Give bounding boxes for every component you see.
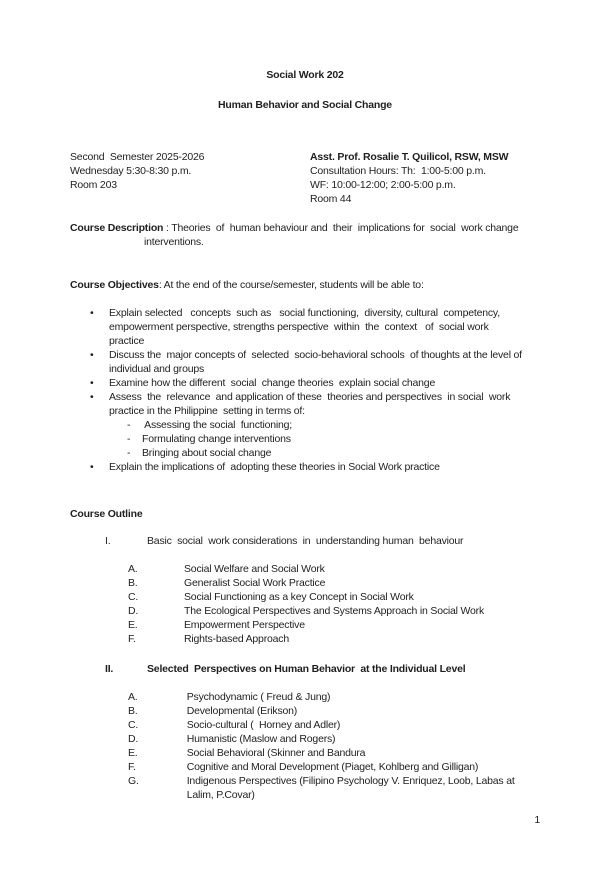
objective-text: Explain the implications of adopting these theories in Social Work practice bbox=[109, 461, 440, 473]
objective-text: Discuss the major concepts of selected socio-behavioral schools of thoughts at the level of individual and groups bbox=[109, 349, 522, 375]
outline-item bbox=[128, 774, 540, 802]
outline-item-letter: D. bbox=[128, 605, 139, 617]
objective-item bbox=[90, 348, 540, 376]
course-objectives-label: Course Objectives bbox=[70, 279, 159, 291]
outline-item-text: Social Functioning as a key Concept in Social Work bbox=[184, 591, 414, 603]
outline-item-text: Humanistic (Maslow and Rogers) bbox=[184, 733, 336, 745]
outline-item-letter: B. bbox=[128, 577, 138, 589]
outline-section-title: Basic social work considerations in understanding human behaviour bbox=[147, 535, 464, 547]
outline-item-text: Generalist Social Work Practice bbox=[184, 577, 326, 589]
bullet-icon: • bbox=[90, 377, 94, 389]
outline-item bbox=[128, 576, 540, 590]
document-subtitle: Human Behavior and Social Change bbox=[218, 99, 392, 111]
objective-subitem bbox=[127, 446, 540, 460]
outline-item bbox=[128, 760, 540, 774]
bullet-icon: • bbox=[90, 461, 94, 473]
objective-subitem-text: Bringing about social change bbox=[142, 447, 272, 459]
objective-subitem bbox=[127, 418, 540, 432]
outline-item bbox=[128, 604, 540, 618]
semester-text: Second Semester 2025-2026 bbox=[70, 151, 205, 163]
page-number: 1 bbox=[534, 814, 540, 826]
course-description-separator: : bbox=[163, 222, 172, 234]
outline-section-numeral: II. bbox=[105, 663, 114, 675]
outline-item-letter: C. bbox=[128, 591, 139, 603]
instructor-name: Asst. Prof. Rosalie T. Quilicol, RSW, MSW bbox=[310, 151, 509, 163]
course-description-section bbox=[70, 221, 540, 249]
outline-item-letter: A. bbox=[128, 691, 138, 703]
schedule-info bbox=[70, 150, 310, 206]
outline-section-title: Selected Perspectives on Human Behavior at the Individual Level bbox=[147, 663, 466, 675]
bullet-icon: • bbox=[90, 391, 94, 403]
objective-text: Examine how the different social change theories explain social change bbox=[109, 377, 436, 389]
objective-item bbox=[90, 306, 540, 348]
instructor-room-text: Room 44 bbox=[310, 193, 352, 205]
objective-text: Explain selected concepts such as social functioning, diversity, cultural competency, empowerment perspective, strengths perspective within the context of social work practice bbox=[109, 307, 500, 347]
outline-item bbox=[128, 562, 540, 576]
course-description-text: Theories of human behaviour and their implications for social work change bbox=[171, 222, 519, 234]
objective-subitem-text: Assessing the social functioning; bbox=[142, 419, 293, 431]
bullet-icon: • bbox=[90, 349, 94, 361]
outline-section-items bbox=[70, 690, 540, 802]
course-outline-heading: Course Outline bbox=[70, 508, 143, 520]
consultation-hours-wf: WF: 10:00-12:00; 2:00-5:00 p.m. bbox=[310, 179, 456, 191]
outline-item bbox=[128, 632, 540, 646]
outline-item-letter: A. bbox=[128, 563, 138, 575]
dash-icon: - bbox=[127, 447, 131, 459]
objective-item bbox=[90, 376, 540, 390]
dash-icon: - bbox=[127, 433, 131, 445]
outline-item-text: Social Behavioral (Skinner and Bandura bbox=[184, 747, 366, 759]
outline-item-letter: F. bbox=[128, 761, 136, 773]
course-description-continuation: interventions. bbox=[144, 236, 204, 248]
outline-item-letter: E. bbox=[128, 747, 138, 759]
room-text: Room 203 bbox=[70, 179, 117, 191]
outline-item bbox=[128, 704, 540, 718]
outline-item-text: Indigenous Perspectives (Filipino Psychology V. Enriquez, Loob, Labas at Lalim, P.Covar) bbox=[184, 775, 515, 801]
bullet-icon: • bbox=[90, 307, 94, 319]
outline-section-header bbox=[105, 534, 540, 548]
outline-item-letter: G. bbox=[128, 775, 139, 787]
outline-item-text: Social Welfare and Social Work bbox=[184, 563, 325, 575]
objective-item bbox=[90, 390, 540, 418]
course-info-block bbox=[70, 150, 540, 206]
objective-subitem bbox=[127, 432, 540, 446]
outline-item-letter: F. bbox=[128, 633, 136, 645]
course-description-label: Course Description bbox=[70, 222, 164, 234]
outline-item-text: Psychodynamic ( Freud & Jung) bbox=[184, 691, 331, 703]
objective-subitem-text: Formulating change interventions bbox=[142, 433, 291, 445]
course-objectives-list bbox=[70, 306, 540, 474]
objective-text: Assess the relevance and application of these theories and perspectives in social work practice in the Philippine setting in terms of: bbox=[109, 391, 511, 417]
outline-item-text: Rights-based Approach bbox=[184, 633, 289, 645]
outline-section-header bbox=[105, 662, 540, 676]
consultation-hours-th: Consultation Hours: Th: 1:00-5:00 p.m. bbox=[310, 165, 486, 177]
outline-item-letter: B. bbox=[128, 705, 138, 717]
outline-item-letter: E. bbox=[128, 619, 138, 631]
course-objectives-heading bbox=[70, 278, 540, 292]
outline-item-text: Developmental (Erikson) bbox=[184, 705, 298, 717]
outline-item bbox=[128, 732, 540, 746]
outline-section-numeral: I. bbox=[105, 535, 111, 547]
document-title: Social Work 202 bbox=[266, 69, 344, 81]
outline-item bbox=[128, 746, 540, 760]
outline-item-text: Empowerment Perspective bbox=[184, 619, 305, 631]
instructor-info bbox=[310, 150, 540, 206]
outline-item bbox=[128, 618, 540, 632]
outline-item bbox=[128, 590, 540, 604]
dash-icon: - bbox=[127, 419, 131, 431]
outline-item-text: Cognitive and Moral Development (Piaget, Kohlberg and Gilligan) bbox=[184, 761, 479, 773]
outline-item-text: The Ecological Perspectives and Systems Approach in Social Work bbox=[184, 605, 485, 617]
outline-section-items bbox=[70, 562, 540, 646]
outline-item bbox=[128, 718, 540, 732]
course-objectives-intro: : At the end of the course/semester, students will be able to: bbox=[158, 279, 424, 291]
outline-item-letter: C. bbox=[128, 719, 139, 731]
outline-item-text: Socio-cultural ( Horney and Adler) bbox=[184, 719, 341, 731]
outline-item-letter: D. bbox=[128, 733, 139, 745]
meeting-time-text: Wednesday 5:30-8:30 p.m. bbox=[70, 165, 192, 177]
outline-item bbox=[128, 690, 540, 704]
course-description-line bbox=[70, 221, 540, 235]
objective-item bbox=[90, 460, 540, 474]
